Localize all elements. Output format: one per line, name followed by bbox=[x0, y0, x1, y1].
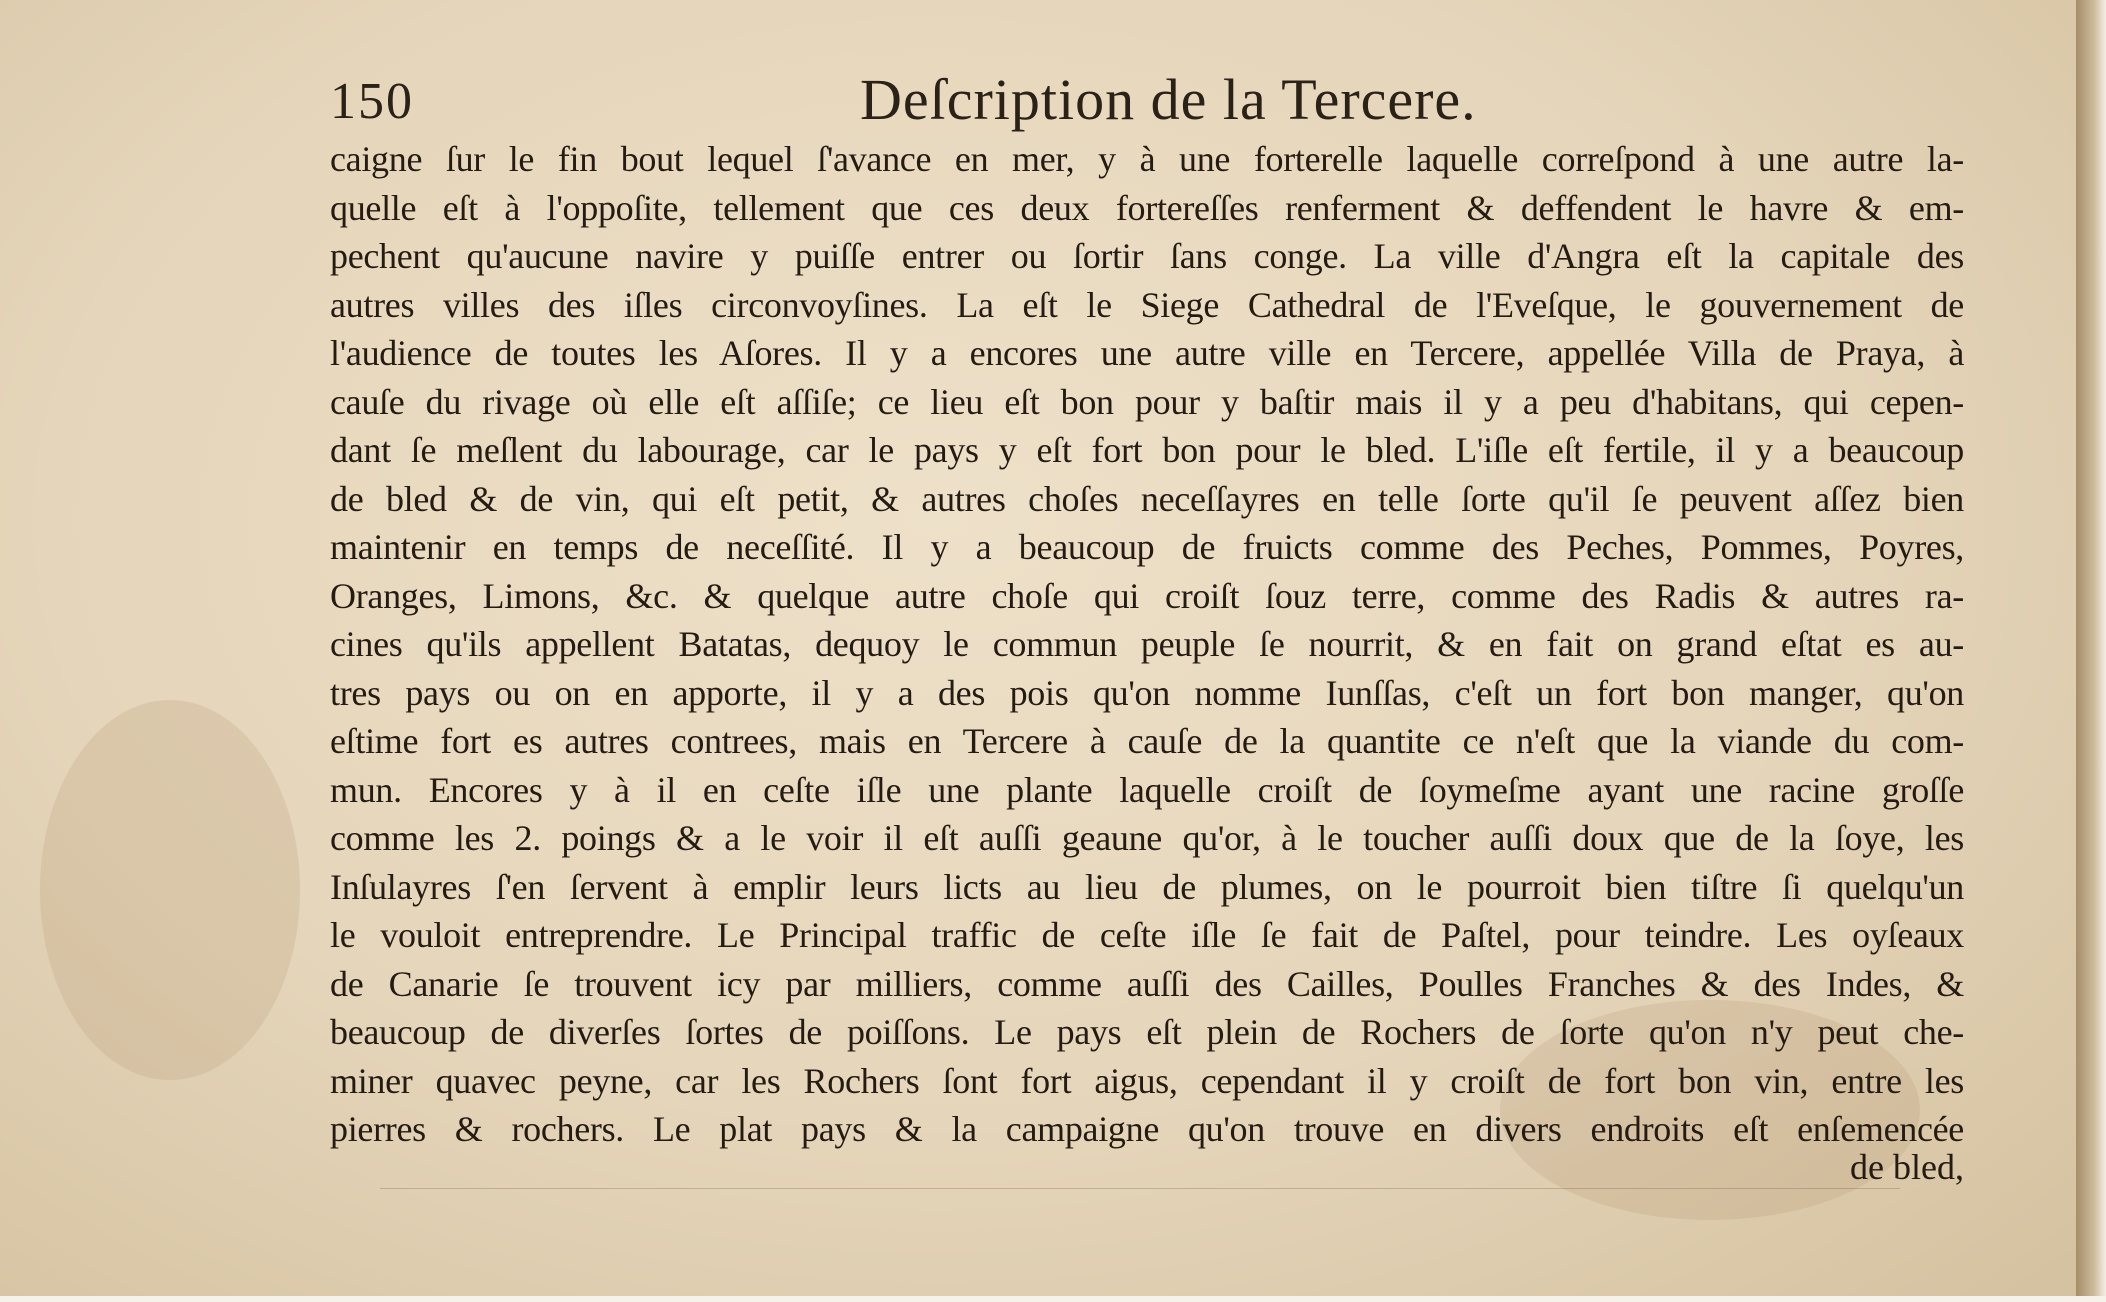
text-line: mun. Encores y à il en ceſte iſle une plante laquelle croiſt de ſoymeſme ayant une racine groſſe bbox=[330, 769, 1964, 810]
text-line: tres pays ou on en apporte, il y a des pois qu'on nomme Iunſſas, c'eſt un fort bon manger, qu'on bbox=[330, 672, 1964, 713]
running-title: Deſcription de la Tercere. bbox=[860, 67, 1477, 132]
text-line: de Canarie ſe trouvent icy par milliers, comme auſſi des Cailles, Poulles Franches & des Indes, & bbox=[330, 963, 1964, 1004]
text-line: pechent qu'aucune navire y puiſſe entrer ou ſortir ſans conge. La ville d'Angra eſt la capitale des bbox=[330, 236, 1964, 276]
text-line: caigne ſur le fin bout lequel ſ'avance en mer, y à une forterelle laquelle correſpond à une autre la- bbox=[330, 139, 1964, 179]
paper-stain bbox=[40, 700, 300, 1080]
text-line: beaucoup de diverſes ſortes de poiſſons. Le pays eſt plein de Rochers de ſorte qu'on n'y peut che- bbox=[330, 1012, 1964, 1052]
text-line: le vouloit entreprendre. Le Principal traffic de ceſte iſle ſe fait de Paſtel, pour teindre. Les oyſeaux bbox=[330, 915, 1964, 955]
catchword: de bled, bbox=[1850, 1147, 1964, 1187]
page-edge-shadow bbox=[2076, 0, 2106, 1302]
text-line: de bled & de vin, qui eſt petit, & autres choſes neceſſayres en telle ſorte qu'il ſe peuvent aſſez bien bbox=[330, 478, 1964, 519]
text-line: dant ſe meſlent du labourage, car le pays y eſt fort bon pour le bled. L'iſle eſt fertile, il y a beaucoup bbox=[330, 430, 1964, 470]
text-line: cauſe du rivage où elle eſt aſſiſe; ce lieu eſt bon pour y baſtir mais il y a peu d'habitans, qui cepen- bbox=[330, 381, 1964, 422]
page-bottom-edge bbox=[0, 1296, 2106, 1302]
text-line: eſtime fort es autres contrees, mais en Tercere à cauſe de la quantite ce n'eſt que la viande du com- bbox=[330, 721, 1964, 761]
text-line: Inſulayres ſ'en ſervent à emplir leurs licts au lieu de plumes, on le pourroit bien tiſtre ſi quelqu'un bbox=[330, 866, 1964, 907]
faint-rule bbox=[380, 1188, 1900, 1189]
text-line: miner quavec peyne, car les Rochers ſont fort aigus, cependant il y croiſt de fort bon vin, entre les bbox=[330, 1060, 1964, 1101]
text-line: pierres & rochers. Le plat pays & la campaigne qu'on trouve en divers endroits eſt enſemencée bbox=[330, 1109, 1964, 1149]
text-line: cines qu'ils appellent Batatas, dequoy le commun peuple ſe nourrit, & en fait on grand eſtat es au- bbox=[330, 624, 1964, 664]
page-header bbox=[330, 66, 1970, 142]
text-line: comme les 2. poings & a le voir il eſt auſſi geaune qu'or, à le toucher auſſi doux que de la ſoye, les bbox=[330, 818, 1964, 858]
text-line: Oranges, Limons, &c. & quelque autre choſe qui croiſt ſouz terre, comme des Radis & autres ra- bbox=[330, 575, 1964, 616]
page-number: 150 bbox=[330, 73, 414, 130]
text-line: autres villes des iſles circonvoyſines. La eſt le Siege Cathedral de l'Eveſque, le gouvernement de bbox=[330, 284, 1964, 325]
body-text bbox=[330, 135, 1964, 1154]
text-line: quelle eſt à l'oppoſite, tellement que ces deux fortereſſes renferment & deffendent le havre & em- bbox=[330, 187, 1964, 228]
text-line: l'audience de toutes les Aſores. Il y a encores une autre ville en Tercere, appellée Villa de Praya, à bbox=[330, 333, 1964, 373]
text-line: maintenir en temps de neceſſité. Il y a beaucoup de fruicts comme des Peches, Pommes, Poyres, bbox=[330, 527, 1964, 567]
